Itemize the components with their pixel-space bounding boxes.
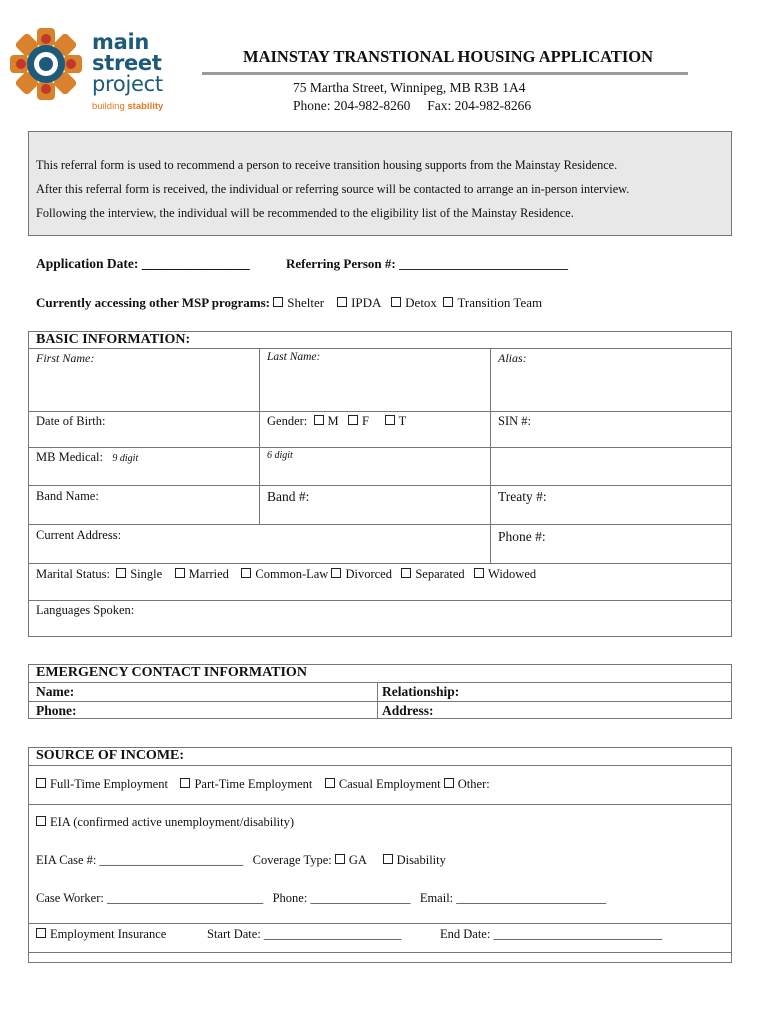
logo-line-main: main	[92, 30, 150, 54]
gender-f-option[interactable]: F	[348, 414, 369, 428]
checkbox-icon[interactable]	[474, 568, 484, 578]
logo	[8, 26, 198, 116]
logo-line-street: street	[92, 51, 162, 75]
checkbox-icon[interactable]	[331, 568, 341, 578]
checkbox-icon[interactable]	[36, 928, 46, 938]
org-phone-number: Phone: 204-982-8260	[293, 98, 411, 113]
intro-line-1: This referral form is used to recommend a person to receive transition housing supports from the Mainstay Residence.	[36, 158, 618, 172]
sin-field[interactable]: SIN #:	[498, 414, 531, 428]
emergency-relationship-field[interactable]: Relationship:	[382, 684, 460, 699]
checkbox-icon[interactable]	[314, 415, 324, 425]
checkbox-icon[interactable]	[175, 568, 185, 578]
income-casual[interactable]: Casual Employment	[325, 777, 441, 791]
income-options-row	[36, 777, 490, 792]
checkbox-icon[interactable]	[116, 568, 126, 578]
eia-label: EIA (confirmed active unemployment/disability)	[50, 815, 295, 829]
coverage-ga-option[interactable]: GA	[335, 853, 367, 867]
emergency-phone-field[interactable]: Phone:	[36, 703, 77, 718]
checkbox-icon[interactable]	[273, 297, 283, 307]
checkbox-icon[interactable]	[241, 568, 251, 578]
case-worker-email-field[interactable]: Email: ________________________	[419, 891, 607, 905]
logo-tagline-b: stability	[127, 101, 164, 112]
employment-insurance-option[interactable]: Employment Insurance	[36, 927, 166, 941]
phone-number-field[interactable]: Phone #:	[498, 529, 546, 544]
program-ipda[interactable]: IPDA	[337, 295, 381, 310]
title-rule	[202, 72, 688, 75]
checkbox-icon[interactable]	[335, 854, 345, 864]
gender-t-option[interactable]: T	[385, 414, 407, 428]
mb-medical-label: MB Medical:	[36, 450, 104, 464]
intro-box	[28, 131, 732, 236]
income-other[interactable]: Other:	[444, 777, 490, 791]
treaty-number-field[interactable]: Treaty #:	[498, 489, 547, 504]
eia-case-row	[36, 853, 446, 868]
logo-tagline-a: building	[92, 101, 125, 112]
basic-information-heading: BASIC INFORMATION:	[36, 332, 191, 347]
checkbox-icon[interactable]	[36, 816, 46, 826]
org-phone	[293, 98, 531, 114]
source-of-income-heading: SOURCE OF INCOME:	[36, 748, 185, 763]
basic-information-section	[28, 331, 732, 637]
band-name-field[interactable]: Band Name:	[36, 489, 99, 503]
checkbox-icon[interactable]	[383, 854, 393, 864]
gender-m-option[interactable]: M	[314, 414, 339, 428]
ei-start-date-field[interactable]: Start Date: ______________________	[207, 927, 402, 941]
coverage-disability-option[interactable]: Disability	[383, 853, 446, 867]
checkbox-icon[interactable]	[180, 778, 190, 788]
income-part-time[interactable]: Part-Time Employment	[180, 777, 312, 791]
logo-mandala-icon	[8, 26, 84, 102]
program-detox[interactable]: Detox	[391, 295, 437, 310]
case-worker-row	[36, 891, 606, 906]
marital-separated[interactable]: Separated	[401, 567, 464, 581]
page-title: MAINSTAY TRANSTIONAL HOUSING APPLICATION	[243, 47, 653, 66]
marital-married[interactable]: Married	[175, 567, 229, 581]
languages-spoken-field[interactable]: Languages Spoken:	[36, 603, 135, 617]
mb-medical-field[interactable]	[36, 450, 138, 465]
nine-digit-hint: 9 digit	[112, 453, 139, 464]
msp-programs-row	[36, 295, 542, 311]
eia-option[interactable]	[36, 815, 294, 830]
org-address: 75 Martha Street, Winnipeg, MB R3B 1A4	[293, 80, 526, 95]
eia-case-field[interactable]: EIA Case #: _______________________	[36, 853, 244, 867]
marital-common-law[interactable]: Common-Law	[241, 567, 328, 581]
checkbox-icon[interactable]	[36, 778, 46, 788]
program-transition-team[interactable]: Transition Team	[443, 295, 542, 310]
logo-tagline	[92, 101, 163, 112]
marital-single[interactable]: Single	[116, 567, 162, 581]
emergency-contact-heading: EMERGENCY CONTACT INFORMATION	[36, 665, 307, 680]
date-of-birth-field[interactable]: Date of Birth:	[36, 414, 106, 428]
checkbox-icon[interactable]	[348, 415, 358, 425]
gender-field	[267, 414, 406, 429]
checkbox-icon[interactable]	[325, 778, 335, 788]
checkbox-icon[interactable]	[385, 415, 395, 425]
emergency-address-field[interactable]: Address:	[382, 703, 434, 718]
case-worker-phone-field[interactable]: Phone: ________________	[272, 891, 411, 905]
marital-widowed[interactable]: Widowed	[474, 567, 536, 581]
marital-status-row	[36, 567, 536, 582]
msp-programs-label: Currently accessing other MSP programs:	[36, 295, 270, 310]
band-number-field[interactable]: Band #:	[267, 489, 310, 504]
intro-line-3: Following the interview, the individual will be recommended to the eligibility list of the Mainstay Residence.	[36, 206, 574, 220]
checkbox-icon[interactable]	[337, 297, 347, 307]
alias-field[interactable]: Alias:	[498, 351, 527, 365]
referring-person-field[interactable]: Referring Person #: __________________________	[286, 256, 568, 271]
marital-status-label: Marital Status:	[36, 567, 110, 581]
checkbox-icon[interactable]	[401, 568, 411, 578]
application-date-field[interactable]: Application Date: ________________	[36, 256, 250, 271]
income-full-time[interactable]: Full-Time Employment	[36, 777, 168, 791]
first-name-field[interactable]: First Name:	[36, 351, 95, 365]
last-name-field[interactable]: Last Name:	[267, 351, 321, 363]
coverage-type-label: Coverage Type:	[252, 853, 332, 867]
marital-divorced[interactable]: Divorced	[331, 567, 392, 581]
checkbox-icon[interactable]	[391, 297, 401, 307]
six-digit-hint: 6 digit	[267, 450, 293, 461]
logo-line-project: project	[92, 72, 163, 96]
checkbox-icon[interactable]	[443, 297, 453, 307]
org-fax-number: Fax: 204-982-8266	[427, 98, 532, 113]
ei-end-date-field[interactable]: End Date: ___________________________	[440, 927, 663, 941]
emergency-name-field[interactable]: Name:	[36, 684, 75, 699]
current-address-field[interactable]: Current Address:	[36, 528, 122, 542]
intro-line-2: After this referral form is received, the individual or referring source will be contacted to arrange an in-person interview.	[36, 182, 630, 196]
employment-insurance-row	[36, 927, 166, 942]
checkbox-icon[interactable]	[444, 778, 454, 788]
gender-label: Gender:	[267, 414, 308, 428]
case-worker-field[interactable]: Case Worker: _________________________	[36, 891, 264, 905]
program-shelter[interactable]: Shelter	[273, 295, 324, 310]
